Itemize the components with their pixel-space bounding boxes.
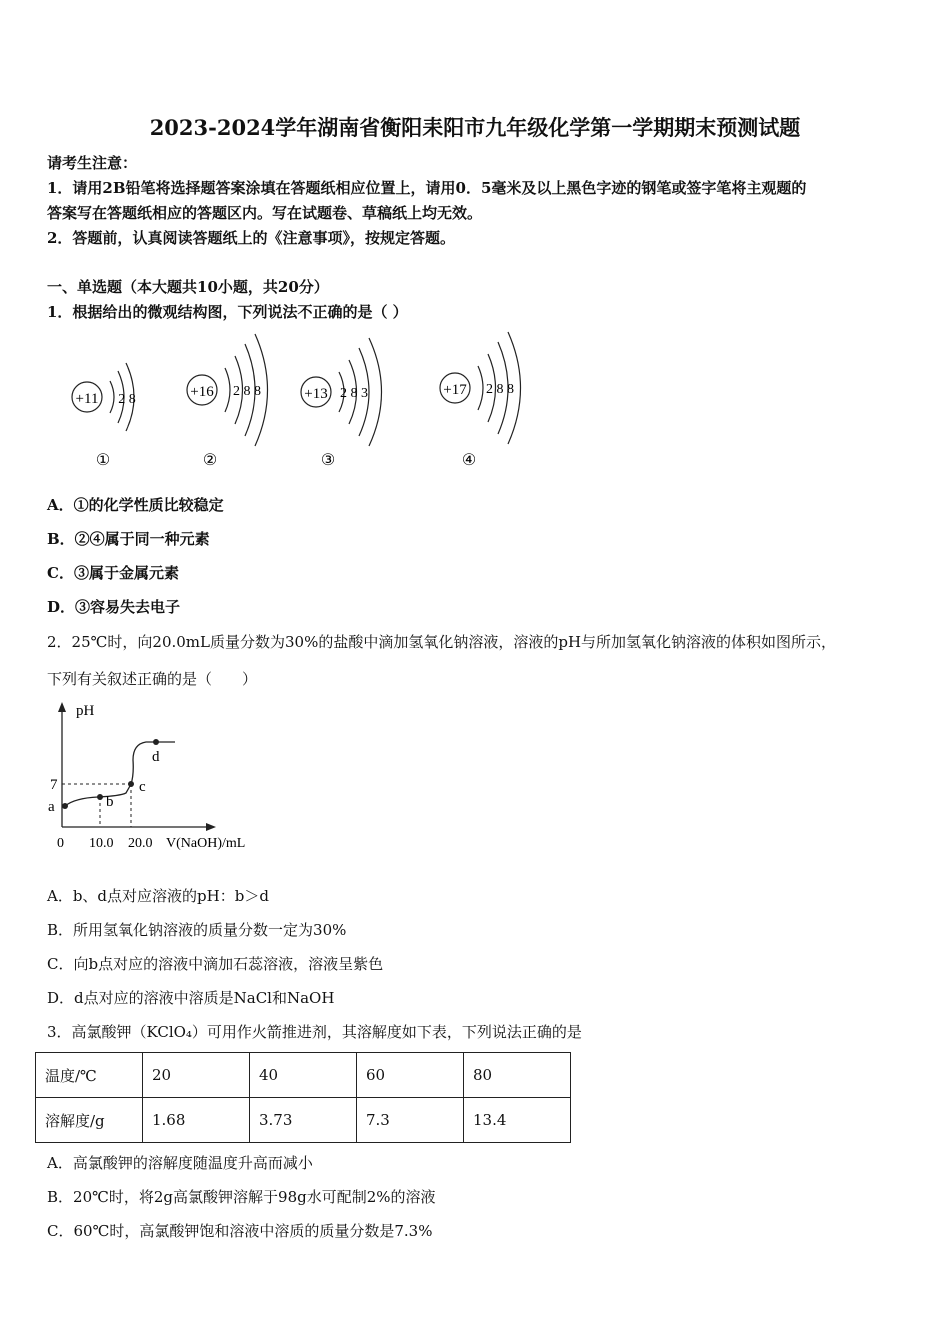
atomic-structure-diagrams <box>60 330 540 478</box>
point-a-marker <box>62 803 68 809</box>
table-cell: 溶解度/g <box>36 1098 143 1143</box>
x-axis-label: V(NaOH)/mL <box>166 836 246 851</box>
q1-stem: 1．根据给出的微观结构图，下列说法不正确的是（ ） <box>47 303 408 321</box>
x-tick-0: 0 <box>57 836 64 851</box>
atom-3-shells: 2 8 3 <box>340 386 368 401</box>
table-cell: 7.3 <box>357 1098 464 1143</box>
q2-stem-line-1: 2．25℃时，向20.0mL质量分数为30%的盐酸中滴加氢氧化钠溶液，溶液的pH与所加氢氧化钠溶液的体积如图所示， <box>47 633 837 651</box>
table-row-temperature <box>36 1053 571 1098</box>
x-tick-20: 20.0 <box>128 836 153 851</box>
q1-option-c: C．③属于金属元素 <box>47 564 179 582</box>
table-cell: 40 <box>250 1053 357 1098</box>
notice-heading: 请考生注意： <box>47 154 138 172</box>
notice-line-1b: 答案写在答题纸相应的答题区内。写在试题卷、草稿纸上均无效。 <box>47 204 483 222</box>
q2-option-b: B．所用氢氧化钠溶液的质量分数一定为30% <box>47 921 347 939</box>
solubility-table <box>35 1052 571 1143</box>
q3-stem: 3．高氯酸钾（KClO₄）可用作火箭推进剂，其溶解度如下表，下列说法正确的是 <box>47 1023 582 1041</box>
y-tick-7: 7 <box>50 777 58 793</box>
atom-1-nucleus: +11 <box>75 391 99 407</box>
atom-1-shells: 2 8 <box>118 392 136 407</box>
atom-3-label: ③ <box>320 452 336 469</box>
table-cell: 13.4 <box>464 1098 571 1143</box>
table-cell: 1.68 <box>143 1098 250 1143</box>
point-b-label: b <box>106 794 114 810</box>
atom-2-label: ② <box>202 452 218 469</box>
table-cell: 20 <box>143 1053 250 1098</box>
point-d-label: d <box>152 749 160 765</box>
table-cell: 温度/℃ <box>36 1053 143 1098</box>
y-axis-label: pH <box>76 703 95 719</box>
q3-option-b: B．20℃时，将2g高氯酸钾溶解于98g水可配制2%的溶液 <box>47 1188 436 1206</box>
q1-option-d: D．③容易失去电子 <box>47 598 181 616</box>
table-row-solubility <box>36 1098 571 1143</box>
notice-line-2: 2．答题前，认真阅读答题纸上的《注意事项》，按规定答题。 <box>47 229 455 247</box>
point-c-label: c <box>139 779 146 795</box>
section-heading: 一、单选题（本大题共10小题，共20分） <box>47 278 329 296</box>
atom-2-shells: 2 8 8 <box>233 384 261 399</box>
table-cell: 80 <box>464 1053 571 1098</box>
table-cell: 3.73 <box>250 1098 357 1143</box>
x-tick-10: 10.0 <box>89 836 114 851</box>
q2-stem-line-2: 下列有关叙述正确的是（ ） <box>47 670 258 688</box>
q3-option-c: C．60℃时，高氯酸钾饱和溶液中溶质的质量分数是7.3% <box>47 1222 433 1240</box>
atom-4-shells: 2 8 8 <box>486 382 514 397</box>
point-c-marker <box>128 781 134 787</box>
q3-option-a: A．高氯酸钾的溶解度随温度升高而减小 <box>47 1154 313 1172</box>
atom-3-nucleus: +13 <box>304 386 328 402</box>
point-b-marker <box>97 794 103 800</box>
q2-option-c: C．向b点对应的溶液中滴加石蕊溶液，溶液呈紫色 <box>47 955 384 973</box>
notice-line-1: 1．请用2B铅笔将选择题答案涂填在答题纸相应位置上，请用0．5毫米及以上黑色字迹的钢笔或签字笔将主观题的 <box>47 179 807 197</box>
point-d-marker <box>153 739 159 745</box>
atom-1-label: ① <box>95 452 111 469</box>
page-title: 2023-2024学年湖南省衡阳耒阳市九年级化学第一学期期末预测试题 <box>149 115 801 140</box>
q1-option-a: A．①的化学性质比较稳定 <box>47 496 224 514</box>
q1-option-b: B．②④属于同一种元素 <box>47 530 210 548</box>
table-cell: 60 <box>357 1053 464 1098</box>
point-a-label: a <box>48 799 55 815</box>
ph-titration-graph <box>40 700 280 860</box>
atom-4-label: ④ <box>461 452 477 469</box>
atom-4-nucleus: +17 <box>443 382 467 398</box>
q2-option-a: A．b、d点对应溶液的pH：b＞d <box>47 887 269 905</box>
q2-option-d: D．d点对应的溶液中溶质是NaCl和NaOH <box>47 989 335 1007</box>
atom-2-nucleus: +16 <box>190 384 214 400</box>
